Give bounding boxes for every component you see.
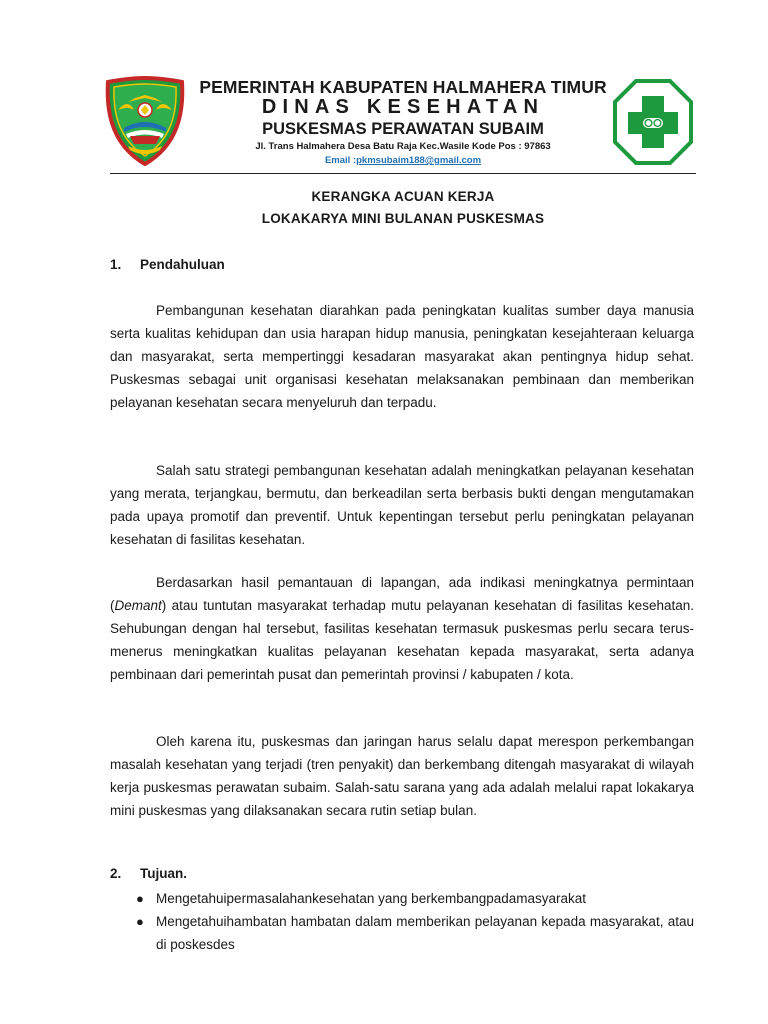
list-item-text: Mengetahuipermasalahankesehatan yang berkembangpadamasyarakat	[156, 891, 587, 906]
email-label: Email :	[324, 155, 357, 166]
section-number: 1.	[110, 257, 122, 272]
agency-name: DINAS KESEHATAN	[261, 96, 545, 118]
section-title: Pendahuluan	[140, 257, 225, 272]
letterhead-divider	[110, 173, 696, 174]
section-heading-objectives	[110, 866, 187, 881]
puskesmas-cross-icon	[612, 78, 694, 166]
list-item	[132, 887, 694, 910]
paragraph: Oleh karena itu, puskesmas dan jaringan harus selalu dapat merespon perkembangan masalah kesehatan yang terjadi (tren penyakit) dan berkembang ditengah masyarakat di wilayah kerja puskesmas perawatan subaim. Salah-satu sarana yang ada adalah melalui rapat lokakarya mini puskesmas yang dilaksanakan secara rutin setiap bulan.	[110, 734, 694, 818]
address-line: Jl. Trans Halmahera Desa Batu Raja Kec.Wasile Kode Pos : 97863	[255, 141, 551, 152]
email-link[interactable]: pkmsubaim188@gmail.com	[356, 155, 482, 166]
regency-emblem-icon	[104, 76, 186, 166]
objectives-list	[132, 887, 694, 956]
section-title: Tujuan.	[140, 866, 187, 881]
list-item	[132, 910, 694, 956]
puskesmas-name: PUSKESMAS PERAWATAN SUBAIM	[262, 120, 544, 138]
paragraph-italic-term: Demant	[114, 598, 162, 613]
section-heading-introduction	[110, 257, 225, 272]
list-item-text: Mengetahuihambatan hambatan dalam memberikan pelayanan kepada masyarakat, atau di poskesdes	[156, 914, 694, 952]
paragraph: Pembangunan kesehatan diarahkan pada peningkatan kualitas sumber daya manusia serta kualitas kehidupan dan usia harapan hidup manusia, peningkatan kesejahteraan keluarga dan masyarakat, serta mempertinggi kesadaran masyarakat akan pentingnya hidup sehat. Puskesmas sebagai unit organisasi kesehatan melaksanakan pembinaan dan memberikan pelayanan kesehatan secara menyeluruh dan terpadu.	[110, 303, 694, 410]
email-line	[190, 155, 616, 166]
bullet-icon: ●	[136, 891, 144, 906]
section-number: 2.	[110, 866, 122, 881]
paragraph: Salah satu strategi pembangunan kesehatan adalah meningkatkan pelayanan kesehatan yang merata, terjangkau, bermutu, dan berkeadilan serta berbasis bukti dengan mengutamakan pada upaya promotif dan preventif. Untuk kepentingan tersebut perlu peningkatan pelayanan kesehatan di fasilitas kesehatan.	[110, 463, 694, 547]
paragraph-text: Berdasarkan hasil pemantauan di lapangan, ada indikasi meningkatnya permintaan (	[110, 575, 694, 613]
government-name: PEMERINTAH KABUPATEN HALMAHERA TIMUR	[199, 77, 607, 97]
document-title: KERANGKA ACUAN KERJA	[311, 189, 495, 204]
document-subtitle: LOKAKARYA MINI BULANAN PUSKESMAS	[261, 211, 545, 226]
bullet-icon: ●	[136, 914, 144, 929]
paragraph-text: ) atau tuntutan masyarakat terhadap mutu pelayanan kesehatan di fasilitas kesehatan. Sehubungan dengan hal tersebut, fasilitas kesehatan termasuk puskesmas perlu secara terus-menerus meningkatkan kualitas pelayanan kesehatan kepada masyarakat, serta adanya pembinaan dari pemerintah pusat dan pemerintah provinsi / kabupaten / kota.	[110, 598, 694, 682]
paragraph	[110, 571, 694, 686]
